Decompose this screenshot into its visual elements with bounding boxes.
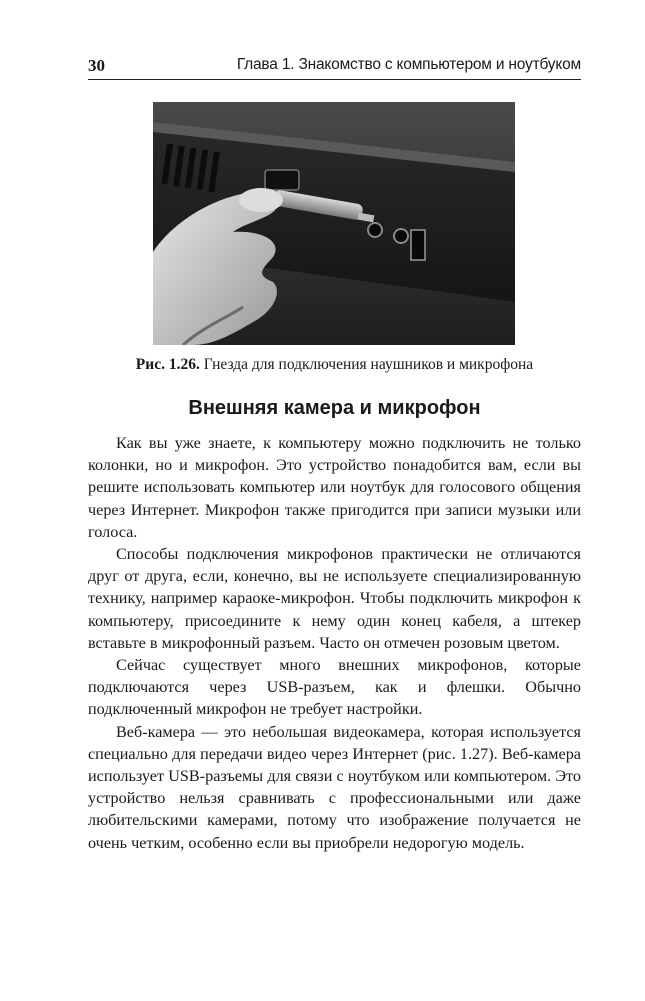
page-header — [88, 55, 581, 80]
figure-label: Рис. 1.26. — [135, 356, 200, 373]
section-heading: Внешняя камера и микрофон — [188, 397, 481, 419]
paragraph: Веб-камера — это небольшая видеокамера, которая используется специально для передачи видео через Интернет (рис. 1.27). Веб-камера использует USB-разъемы для связи с ноутбуком или компьютером. Это устройство нельзя сравнивать с профессиональными или даже любительскими камерами, потому что изображение получается не очень четким, особенно если вы приобрели недорогую модель. — [88, 722, 581, 852]
body-text — [88, 432, 581, 854]
figure-photo — [153, 102, 515, 345]
page-number: 30 — [88, 56, 105, 75]
paragraph: Сейчас существует много внешних микрофонов, которые подключаются через USB-разъем, как и флешки. Обычно подключенный микрофон не требует настройки. — [88, 656, 581, 719]
paragraph: Как вы уже знаете, к компьютеру можно подключить не только колонки, но и микрофон. Это устройство понадобится вам, если вы решите использовать компьютер или ноутбук для голосового общения через Интернет. Микрофон также пригодится при записи музыки или голоса. — [88, 434, 581, 541]
headphone-jack-photo — [153, 102, 515, 345]
figure-caption-text: Гнезда для подключения наушников и микрофона — [203, 356, 534, 373]
figure-caption — [88, 356, 581, 374]
paragraph: Способы подключения микрофонов практически не отличаются друг от друга, если, конечно, вы не используете специализированную технику, например караоке-микрофон. Чтобы подключить микрофон к компьютеру, присоедините к нему один конец кабеля, а штекер вставьте в микрофонный разъем. Часто он отмечен розовым цветом. — [88, 545, 581, 652]
running-head: Глава 1. Знакомство с компьютером и ноутбуком — [236, 56, 581, 73]
